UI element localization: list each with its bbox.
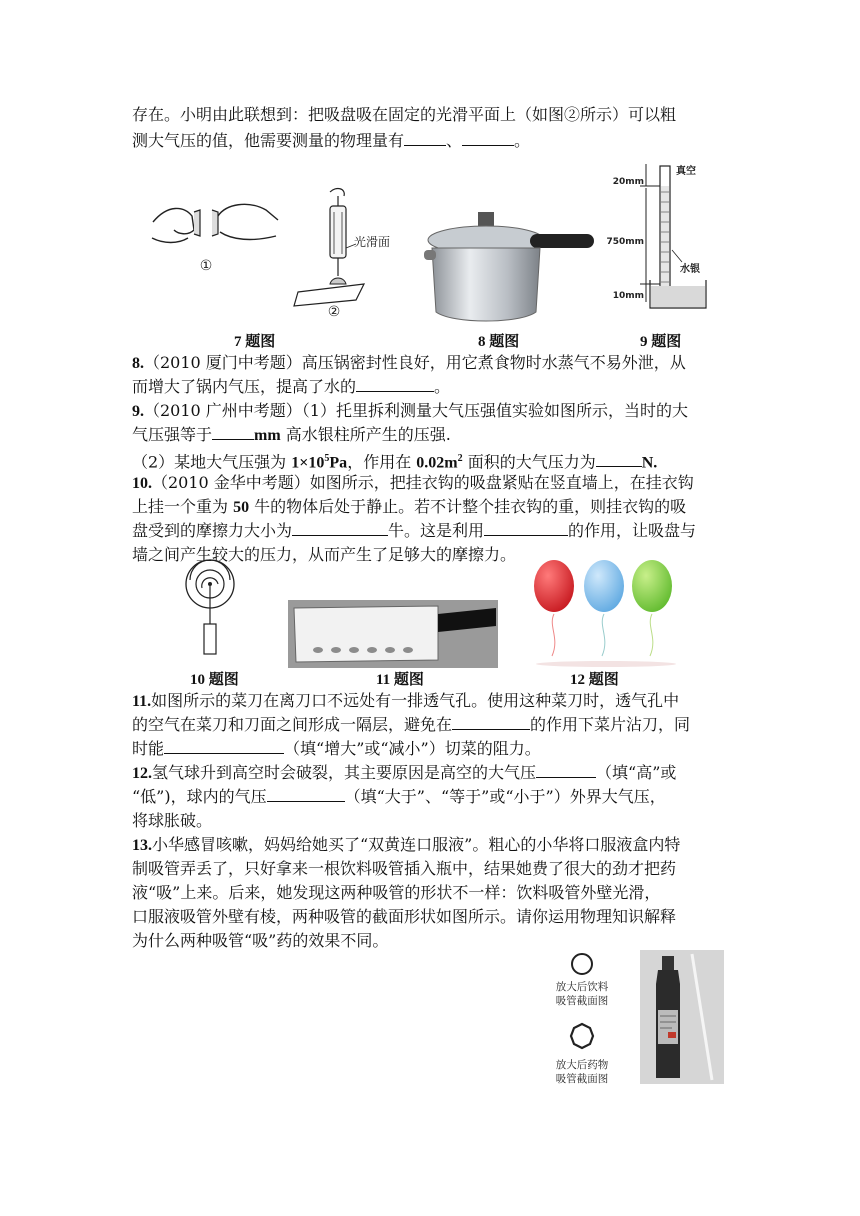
text-segment: 。 [514,131,531,150]
fig13-label-2a: 放大后药物 [555,1059,609,1071]
smooth-surface-label: 光滑面 [354,235,391,249]
label-20mm: 20mm [612,177,644,187]
figure-11-cleaver [288,600,498,668]
q9-text: （2）某地大气压强为 [132,452,292,472]
q12-text: （填“高”或 [596,763,677,782]
q9-text: （2010 广州中考题）（1）托里拆利测量大气压强值实验如图所示，当时的大 [144,401,688,420]
figure-13-straw-sections [540,950,640,1090]
q13-line-4: 口服液吸管外壁有棱，两种吸管的截面形状如图所示。请你运用物理知识解释 [132,907,677,926]
label-mercury: 水银 [680,264,700,275]
answer-blank[interactable] [356,377,434,392]
q9-text: 1×10 [291,454,325,472]
q12-number: 12. [132,765,152,782]
q13-line-3: 液“吸”上来。后来，她发现这两种吸管的形状不一样：饮料吸管外壁光滑， [132,883,661,902]
q9-line-1 [132,400,688,423]
q13-number: 13. [132,837,152,854]
q13-line-2: 制吸管弄丢了，只好拿来一根饮料吸管插入瓶中，结果她费了很大的劲才把药 [132,859,677,878]
answer-blank[interactable] [267,787,345,802]
caption-fig-10: 10 题图 [190,672,239,688]
answer-blank[interactable] [404,131,446,146]
figure-7-label-2: ② [327,304,341,320]
q12-text: （填“大于”、“等于”或“小于”）外界大气压， [344,787,666,806]
answer-blank[interactable] [452,715,530,730]
answer-blank[interactable] [462,131,514,146]
caption-fig-8: 8 题图 [478,334,520,350]
q11-text: （填“增大”或“减小”）切菜的阻力。 [284,739,541,758]
figure-7-label-1: ① [199,258,213,274]
q8-text: （2010 厦门中考题）高压锅密封性良好，用它煮食物时水蒸气不易外泄，从 [144,353,686,372]
q11-text: 的作用下菜片沾刀，同 [530,715,691,734]
q11-number: 11. [132,693,152,710]
figure-7-spring-scale [294,184,404,320]
q9-line-3 [132,448,657,474]
q10-text: 的作用，让吸盘与 [568,521,697,540]
label-750mm: 750mm [606,237,644,247]
q10-line-1 [132,472,694,495]
q9-text: Pa [329,454,348,472]
figure-7-hands [148,192,288,282]
text-segment: 、 [446,131,463,150]
q8-line-1 [132,352,686,375]
q9-number: 9. [132,403,144,420]
q10-line-4: 墙之间产生较大的压力，从而产生了足够大的摩擦力。 [132,545,517,564]
fig13-label-2b: 吸管截面图 [555,1073,609,1085]
q10-text: 上挂一个重为 [132,497,234,516]
q12-text: “低”)，球内的气压 [132,787,267,806]
text-line-2 [132,130,530,152]
label-10mm: 10mm [612,291,644,301]
answer-blank[interactable] [484,521,568,536]
q10-line-3 [132,520,696,542]
q11-text: 如图所示的菜刀在离刀口不远处有一排透气孔。使用这种菜刀时，透气孔中 [151,691,680,710]
q10-text: 牛的物体后处于静止。若不计整个挂衣钩的重，则挂衣钩的吸 [249,497,687,516]
q11-line-2 [132,714,690,736]
q10-text: 牛。这是利用 [388,521,485,540]
q9-text: 气压强等于 [132,425,213,444]
q12-line-2 [132,786,666,808]
q9-exponent: 2 [457,453,463,464]
q10-text: 盘受到的摩擦力大小为 [132,521,293,540]
caption-fig-7: 7 题图 [234,334,276,350]
figure-10-suction-hook [178,558,242,668]
figure-9-torricelli [606,162,716,320]
q13-line-5: 为什么两种吸管“吸”药的效果不同。 [132,931,389,950]
q12-line-3: 将球胀破。 [132,811,213,830]
answer-blank[interactable] [292,521,388,536]
q11-text: 的空气在菜刀和刀面之间形成一隔层，避免在 [132,715,453,734]
q9-exponent: 5 [324,453,330,464]
answer-blank[interactable] [536,763,596,778]
q11-line-1 [132,690,679,713]
caption-fig-11: 11 题图 [376,672,424,688]
text-line-1: 存在。小明由此联想到：把吸盘吸在固定的光滑平面上（如图②所示）可以粗 [132,105,677,124]
q9-text: 0.02m [416,454,458,472]
q13-line-1 [132,834,680,857]
q10-text: 50 [233,499,250,516]
q8-text: 而增大了锅内气压，提高了水的 [132,377,357,396]
answer-blank[interactable] [164,739,284,754]
q8-text: 。 [434,377,451,396]
q12-text: 氢气球升到高空时会破裂，其主要原因是高空的大气压 [152,763,537,782]
label-vacuum: 真空 [676,166,696,177]
figure-8-pressure-cooker [420,208,600,326]
q10-line-2 [132,496,686,519]
q9-line-2 [132,424,451,447]
q10-text: （2010 金华中考题）如图所示，把挂衣钩的吸盘紧贴在竖直墙上，在挂衣钩 [152,473,694,492]
q8-number: 8. [132,355,144,372]
q11-text: 时能 [132,739,165,758]
text-segment: 测大气压的值，他需要测量的物理量有 [132,131,405,150]
caption-fig-12: 12 题图 [570,672,619,688]
q10-number: 10. [132,475,152,492]
q11-line-3 [132,738,541,760]
q9-text: ，作用在 [347,452,417,472]
q8-line-2 [132,376,450,398]
q13-text: 小华感冒咳嗽，妈妈给她买了“双黄连口服液”。粗心的小华将口服液盒内特 [152,835,681,854]
figure-13-bottle-photo [640,950,724,1084]
fig13-label-1a: 放大后饮料 [555,981,609,993]
answer-blank[interactable] [596,452,642,467]
q9-text: 高水银柱所产生的压强. [280,425,451,444]
q9-text: mm [254,427,281,444]
figure-12-balloons [526,556,686,668]
caption-fig-9: 9 题图 [640,334,682,350]
q12-line-1 [132,762,676,785]
q9-text: 面积的大气压力为 [462,452,596,472]
fig13-label-1b: 吸管截面图 [555,995,609,1007]
q9-text: N. [641,454,658,472]
answer-blank[interactable] [212,425,254,440]
